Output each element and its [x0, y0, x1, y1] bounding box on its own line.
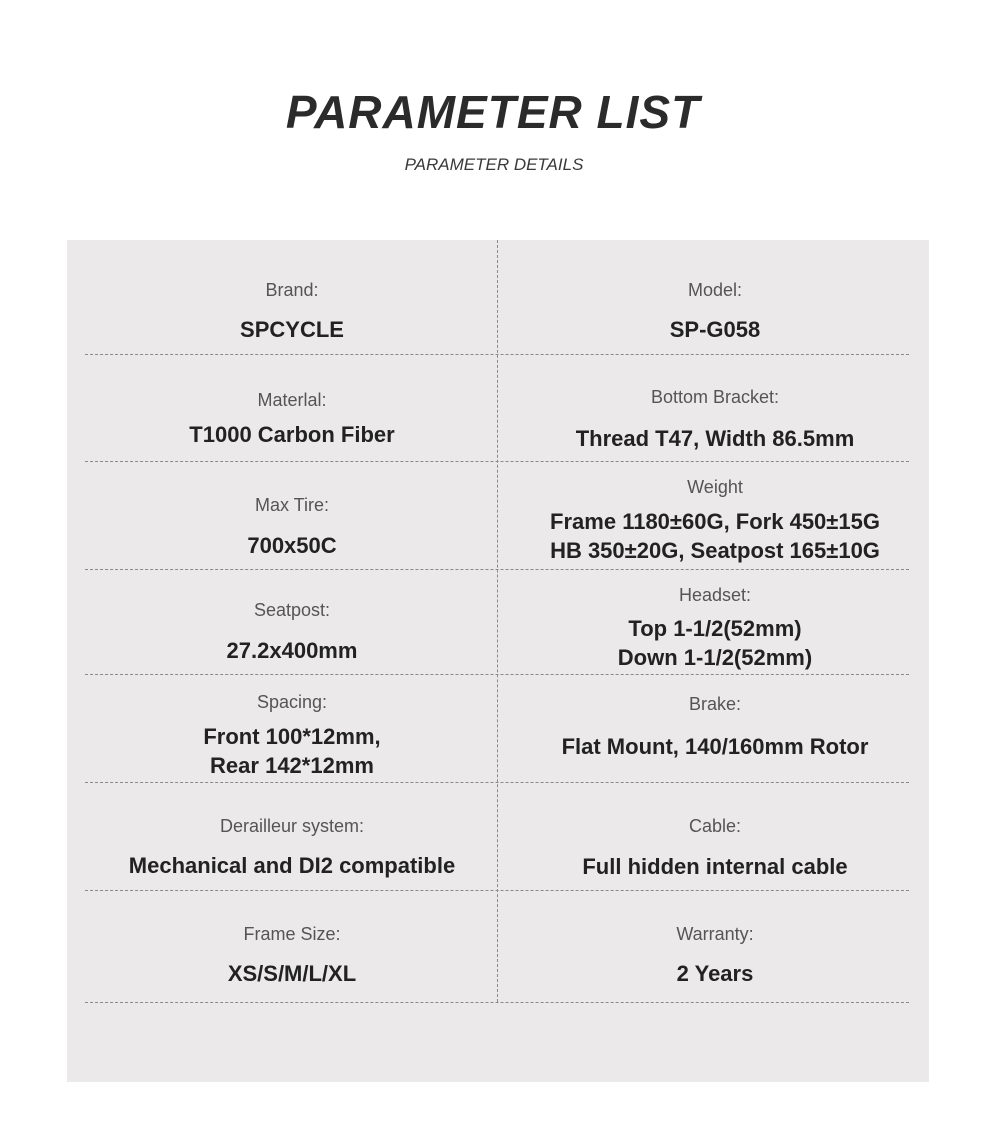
spec-cell-headset: [497, 584, 933, 672]
spec-cell-cable: [497, 815, 933, 881]
spec-label: Warranty:: [676, 924, 754, 944]
spec-cell-material: [67, 389, 517, 449]
spec-value: Flat Mount, 140/160mm Rotor: [561, 734, 869, 759]
spec-cell-brake: [497, 693, 933, 761]
spec-cell-model: [497, 279, 933, 344]
spec-table: [67, 240, 929, 1082]
spec-value: 27.2x400mm: [226, 638, 358, 663]
spec-label: Max Tire:: [254, 495, 329, 515]
spec-label: Brake:: [688, 694, 742, 714]
spec-value: Front 100*12mm, Rear 142*12mm: [203, 724, 381, 778]
row-divider: [85, 461, 909, 462]
spec-cell-spacing: [67, 691, 517, 780]
spec-value: SPCYCLE: [240, 317, 344, 342]
row-divider: [85, 674, 909, 675]
spec-value: Top 1-1/2(52mm) Down 1-1/2(52mm): [617, 616, 813, 670]
page-title: PARAMETER LIST: [285, 86, 701, 138]
spec-cell-brand: [67, 279, 517, 344]
spec-value: 2 Years: [676, 961, 754, 986]
spec-value: XS/S/M/L/XL: [227, 961, 357, 986]
spec-cell-weight: [497, 476, 933, 565]
spec-value: T1000 Carbon Fiber: [189, 422, 395, 447]
spec-cell-max-tire: [67, 494, 517, 560]
row-divider: [85, 782, 909, 783]
row-divider: [85, 1002, 909, 1003]
spec-value: Mechanical and DI2 compatible: [128, 853, 456, 878]
spec-label: Model:: [687, 280, 743, 300]
spec-value: Thread T47, Width 86.5mm: [575, 426, 855, 451]
spec-value: Full hidden internal cable: [582, 854, 848, 879]
spec-cell-bottom-bracket: [497, 386, 933, 453]
spec-label: Weight: [687, 477, 743, 497]
row-divider: [85, 890, 909, 891]
spec-label: Headset:: [678, 585, 752, 605]
spec-label: Seatpost:: [253, 600, 331, 620]
spec-value: SP-G058: [669, 317, 761, 342]
spec-cell-warranty: [497, 923, 933, 988]
spec-label: Bottom Bracket:: [650, 387, 780, 407]
spec-value: 700x50C: [247, 533, 337, 558]
spec-label: Materlal:: [257, 390, 327, 410]
spec-label: Derailleur system:: [219, 816, 365, 836]
spec-cell-frame-size: [67, 923, 517, 988]
spec-label: Frame Size:: [243, 924, 341, 944]
spec-cell-seatpost: [67, 599, 517, 665]
spec-label: Brand:: [265, 280, 319, 300]
row-divider: [85, 354, 909, 355]
page-subtitle: PARAMETER DETAILS: [404, 155, 584, 174]
row-divider: [85, 569, 909, 570]
spec-label: Spacing:: [256, 692, 328, 712]
spec-label: Cable:: [688, 816, 742, 836]
spec-cell-derailleur: [67, 815, 517, 880]
spec-value: Frame 1180±60G, Fork 450±15G HB 350±20G, Seatpost 165±10G: [550, 509, 880, 563]
